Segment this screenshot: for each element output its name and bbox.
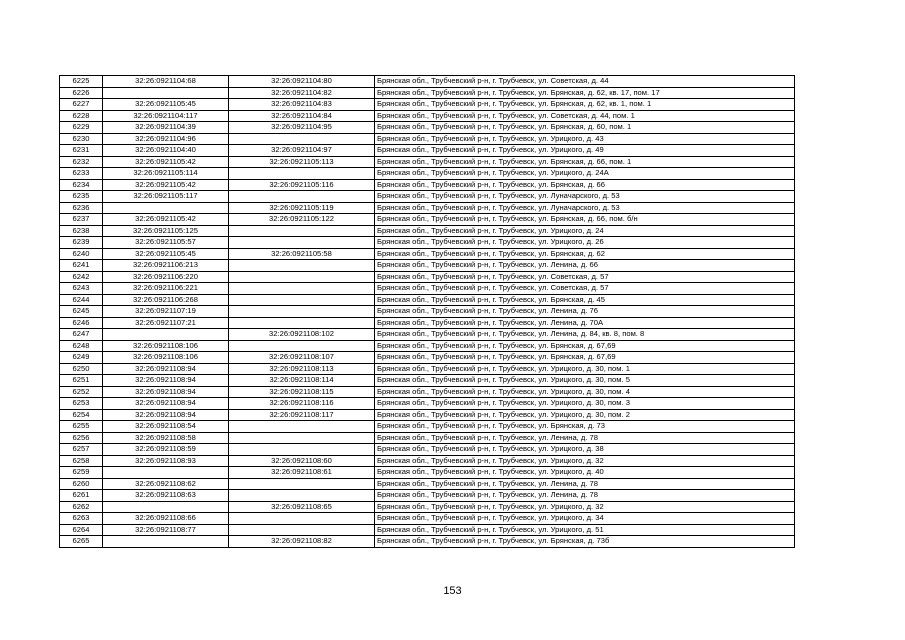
table-row [60,87,795,99]
address-cell: Брянская обл., Трубчевский р-н, г. Трубчевск, ул. Ленина, д. 84, кв. 8, пом. 8 [375,329,795,341]
address-cell: Брянская обл., Трубчевский р-н, г. Трубчевск, ул. Урицкого, д. 30, пом. 3 [375,398,795,410]
cadastral-number-cell: 32:26:0921106:221 [103,283,229,295]
object-cadastral-number-cell [229,421,375,433]
address-cell: Брянская обл., Трубчевский р-н, г. Трубчевск, ул. Брянская, д. 67,69 [375,352,795,364]
object-cadastral-number-cell [229,191,375,203]
row-number-cell: 6259 [60,467,103,479]
object-cadastral-number-cell: 32:26:0921105:122 [229,214,375,226]
cadastral-number-cell: 32:26:0921105:45 [103,99,229,111]
table-row [60,110,795,122]
address-cell: Брянская обл., Трубчевский р-н, г. Трубчевск, ул. Урицкого, д. 30, пом. 2 [375,409,795,421]
row-number-cell: 6237 [60,214,103,226]
row-number-cell: 6244 [60,294,103,306]
row-number-cell: 6227 [60,99,103,111]
object-cadastral-number-cell: 32:26:0921108:82 [229,536,375,548]
object-cadastral-number-cell: 32:26:0921108:114 [229,375,375,387]
table-row [60,191,795,203]
table-row [60,490,795,502]
object-cadastral-number-cell: 32:26:0921108:115 [229,386,375,398]
object-cadastral-number-cell [229,306,375,318]
address-cell: Брянская обл., Трубчевский р-н, г. Трубчевск, ул. Урицкого, д. 30, пом. 5 [375,375,795,387]
row-number-cell: 6258 [60,455,103,467]
object-cadastral-number-cell: 32:26:0921105:58 [229,248,375,260]
cadastral-number-cell: 32:26:0921106:213 [103,260,229,272]
register-table-body [60,76,795,548]
cadastral-number-cell: 32:26:0921106:220 [103,271,229,283]
table-row [60,237,795,249]
table-row [60,260,795,272]
cadastral-number-cell: 32:26:0921104:96 [103,133,229,145]
row-number-cell: 6243 [60,283,103,295]
cadastral-number-cell: 32:26:0921105:42 [103,179,229,191]
row-number-cell: 6245 [60,306,103,318]
object-cadastral-number-cell: 32:26:0921104:95 [229,122,375,134]
object-cadastral-number-cell [229,340,375,352]
object-cadastral-number-cell [229,432,375,444]
row-number-cell: 6228 [60,110,103,122]
object-cadastral-number-cell: 32:26:0921105:113 [229,156,375,168]
row-number-cell: 6257 [60,444,103,456]
row-number-cell: 6265 [60,536,103,548]
table-row [60,122,795,134]
row-number-cell: 6251 [60,375,103,387]
object-cadastral-number-cell [229,133,375,145]
table-row [60,76,795,88]
cadastral-number-cell: 32:26:0921105:125 [103,225,229,237]
row-number-cell: 6262 [60,501,103,513]
cadastral-number-cell: 32:26:0921104:68 [103,76,229,88]
table-row [60,283,795,295]
cadastral-number-cell: 32:26:0921108:94 [103,375,229,387]
row-number-cell: 6241 [60,260,103,272]
object-cadastral-number-cell [229,283,375,295]
address-cell: Брянская обл., Трубчевский р-н, г. Трубчевск, ул. Советская, д. 44 [375,76,795,88]
row-number-cell: 6238 [60,225,103,237]
address-cell: Брянская обл., Трубчевский р-н, г. Трубчевск, ул. Урицкого, д. 40 [375,467,795,479]
table-row [60,386,795,398]
table-row [60,317,795,329]
row-number-cell: 6254 [60,409,103,421]
table-row [60,168,795,180]
cadastral-number-cell: 32:26:0921105:45 [103,248,229,260]
row-number-cell: 6226 [60,87,103,99]
property-register-table [59,75,795,548]
address-cell: Брянская обл., Трубчевский р-н, г. Трубчевск, ул. Луначарского, д. 53 [375,191,795,203]
cadastral-number-cell: 32:26:0921105:57 [103,237,229,249]
address-cell: Брянская обл., Трубчевский р-н, г. Трубчевск, ул. Урицкого, д. 49 [375,145,795,157]
address-cell: Брянская обл., Трубчевский р-н, г. Трубчевск, ул. Урицкого, д. 24А [375,168,795,180]
table-row [60,202,795,214]
address-cell: Брянская обл., Трубчевский р-н, г. Трубчевск, ул. Брянская, д. 73 [375,421,795,433]
page-number: 153 [443,585,462,597]
object-cadastral-number-cell: 32:26:0921104:80 [229,76,375,88]
cadastral-number-cell: 32:26:0921105:42 [103,156,229,168]
table-row [60,352,795,364]
object-cadastral-number-cell: 32:26:0921105:116 [229,179,375,191]
table-row [60,271,795,283]
cadastral-number-cell: 32:26:0921108:63 [103,490,229,502]
cadastral-number-cell: 32:26:0921108:54 [103,421,229,433]
object-cadastral-number-cell [229,490,375,502]
cadastral-number-cell [103,536,229,548]
row-number-cell: 6250 [60,363,103,375]
row-number-cell: 6236 [60,202,103,214]
table-row [60,363,795,375]
table-row [60,133,795,145]
row-number-cell: 6263 [60,513,103,525]
address-cell: Брянская обл., Трубчевский р-н, г. Трубчевск, ул. Ленина, д. 78 [375,432,795,444]
address-cell: Брянская обл., Трубчевский р-н, г. Трубчевск, ул. Брянская, д. 62, кв. 17, пом. 17 [375,87,795,99]
table-row [60,225,795,237]
cadastral-number-cell: 32:26:0921108:94 [103,409,229,421]
table-row [60,524,795,536]
row-number-cell: 6231 [60,145,103,157]
cadastral-number-cell [103,467,229,479]
address-cell: Брянская обл., Трубчевский р-н, г. Трубчевск, ул. Брянская, д. 60, пом. 1 [375,122,795,134]
object-cadastral-number-cell: 32:26:0921108:60 [229,455,375,467]
row-number-cell: 6229 [60,122,103,134]
cadastral-number-cell [103,329,229,341]
object-cadastral-number-cell [229,524,375,536]
cadastral-number-cell: 32:26:0921108:94 [103,398,229,410]
cadastral-number-cell: 32:26:0921108:77 [103,524,229,536]
address-cell: Брянская обл., Трубчевский р-н, г. Трубчевск, ул. Брянская, д. 73б [375,536,795,548]
cadastral-number-cell: 32:26:0921108:62 [103,478,229,490]
object-cadastral-number-cell [229,478,375,490]
row-number-cell: 6246 [60,317,103,329]
object-cadastral-number-cell: 32:26:0921108:116 [229,398,375,410]
table-row [60,421,795,433]
address-cell: Брянская обл., Трубчевский р-н, г. Трубчевск, ул. Луначарского, д. 53 [375,202,795,214]
address-cell: Брянская обл., Трубчевский р-н, г. Трубчевск, ул. Урицкого, д. 26 [375,237,795,249]
cadastral-number-cell: 32:26:0921108:66 [103,513,229,525]
table-row [60,501,795,513]
cadastral-number-cell: 32:26:0921105:114 [103,168,229,180]
row-number-cell: 6240 [60,248,103,260]
address-cell: Брянская обл., Трубчевский р-н, г. Трубчевск, ул. Урицкого, д. 38 [375,444,795,456]
object-cadastral-number-cell: 32:26:0921108:61 [229,467,375,479]
object-cadastral-number-cell: 32:26:0921105:119 [229,202,375,214]
table-row [60,455,795,467]
object-cadastral-number-cell [229,317,375,329]
row-number-cell: 6230 [60,133,103,145]
row-number-cell: 6234 [60,179,103,191]
cadastral-number-cell: 32:26:0921104:117 [103,110,229,122]
cadastral-number-cell: 32:26:0921108:94 [103,386,229,398]
table-row [60,375,795,387]
object-cadastral-number-cell: 32:26:0921104:97 [229,145,375,157]
object-cadastral-number-cell: 32:26:0921104:83 [229,99,375,111]
cadastral-number-cell: 32:26:0921107:21 [103,317,229,329]
object-cadastral-number-cell: 32:26:0921108:65 [229,501,375,513]
object-cadastral-number-cell: 32:26:0921108:107 [229,352,375,364]
table-row [60,432,795,444]
address-cell: Брянская обл., Трубчевский р-н, г. Трубчевск, ул. Брянская, д. 66, пом. 1 [375,156,795,168]
table-row [60,248,795,260]
object-cadastral-number-cell [229,271,375,283]
row-number-cell: 6248 [60,340,103,352]
object-cadastral-number-cell: 32:26:0921108:113 [229,363,375,375]
address-cell: Брянская обл., Трубчевский р-н, г. Трубчевск, ул. Ленина, д. 76 [375,306,795,318]
row-number-cell: 6255 [60,421,103,433]
address-cell: Брянская обл., Трубчевский р-н, г. Трубчевск, ул. Ленина, д. 78 [375,490,795,502]
cadastral-number-cell: 32:26:0921108:93 [103,455,229,467]
object-cadastral-number-cell [229,294,375,306]
row-number-cell: 6252 [60,386,103,398]
table-row [60,467,795,479]
object-cadastral-number-cell [229,513,375,525]
table-row [60,99,795,111]
table-row [60,398,795,410]
row-number-cell: 6261 [60,490,103,502]
address-cell: Брянская обл., Трубчевский р-н, г. Трубчевск, ул. Урицкого, д. 34 [375,513,795,525]
table-row [60,478,795,490]
table-row [60,179,795,191]
cadastral-number-cell [103,501,229,513]
table-row [60,145,795,157]
address-cell: Брянская обл., Трубчевский р-н, г. Трубчевск, ул. Урицкого, д. 30, пом. 1 [375,363,795,375]
table-row [60,329,795,341]
object-cadastral-number-cell [229,225,375,237]
address-cell: Брянская обл., Трубчевский р-н, г. Трубчевск, ул. Советская, д. 57 [375,283,795,295]
cadastral-number-cell: 32:26:0921104:40 [103,145,229,157]
table-row [60,340,795,352]
address-cell: Брянская обл., Трубчевский р-н, г. Трубчевск, ул. Урицкого, д. 51 [375,524,795,536]
table-row [60,444,795,456]
table-row [60,513,795,525]
address-cell: Брянская обл., Трубчевский р-н, г. Трубчевск, ул. Ленина, д. 78 [375,478,795,490]
address-cell: Брянская обл., Трубчевский р-н, г. Трубчевск, ул. Урицкого, д. 43 [375,133,795,145]
cadastral-number-cell: 32:26:0921107:19 [103,306,229,318]
object-cadastral-number-cell: 32:26:0921108:117 [229,409,375,421]
cadastral-number-cell: 32:26:0921108:59 [103,444,229,456]
row-number-cell: 6253 [60,398,103,410]
row-number-cell: 6232 [60,156,103,168]
row-number-cell: 6260 [60,478,103,490]
table-row [60,156,795,168]
object-cadastral-number-cell [229,168,375,180]
address-cell: Брянская обл., Трубчевский р-н, г. Трубчевск, ул. Урицкого, д. 24 [375,225,795,237]
address-cell: Брянская обл., Трубчевский р-н, г. Трубчевск, ул. Брянская, д. 66, пом. б/н [375,214,795,226]
object-cadastral-number-cell: 32:26:0921108:102 [229,329,375,341]
row-number-cell: 6235 [60,191,103,203]
cadastral-number-cell: 32:26:0921108:106 [103,352,229,364]
cadastral-number-cell: 32:26:0921105:117 [103,191,229,203]
row-number-cell: 6225 [60,76,103,88]
address-cell: Брянская обл., Трубчевский р-н, г. Трубчевск, ул. Ленина, д. 66 [375,260,795,272]
address-cell: Брянская обл., Трубчевский р-н, г. Трубчевск, ул. Советская, д. 44, пом. 1 [375,110,795,122]
table-row [60,409,795,421]
cadastral-number-cell: 32:26:0921108:106 [103,340,229,352]
address-cell: Брянская обл., Трубчевский р-н, г. Трубчевск, ул. Советская, д. 57 [375,271,795,283]
object-cadastral-number-cell [229,237,375,249]
object-cadastral-number-cell: 32:26:0921104:84 [229,110,375,122]
row-number-cell: 6239 [60,237,103,249]
table-row [60,294,795,306]
row-number-cell: 6249 [60,352,103,364]
address-cell: Брянская обл., Трубчевский р-н, г. Трубчевск, ул. Брянская, д. 67,69 [375,340,795,352]
row-number-cell: 6256 [60,432,103,444]
row-number-cell: 6242 [60,271,103,283]
cadastral-number-cell [103,202,229,214]
table-row [60,214,795,226]
address-cell: Брянская обл., Трубчевский р-н, г. Трубчевск, ул. Брянская, д. 62 [375,248,795,260]
object-cadastral-number-cell [229,260,375,272]
object-cadastral-number-cell [229,444,375,456]
address-cell: Брянская обл., Трубчевский р-н, г. Трубчевск, ул. Урицкого, д. 30, пом. 4 [375,386,795,398]
row-number-cell: 6264 [60,524,103,536]
address-cell: Брянская обл., Трубчевский р-н, г. Трубчевск, ул. Урицкого, д. 32 [375,501,795,513]
table-row [60,306,795,318]
address-cell: Брянская обл., Трубчевский р-н, г. Трубчевск, ул. Брянская, д. 66 [375,179,795,191]
cadastral-number-cell: 32:26:0921106:268 [103,294,229,306]
address-cell: Брянская обл., Трубчевский р-н, г. Трубчевск, ул. Брянская, д. 62, кв. 1, пом. 1 [375,99,795,111]
cadastral-number-cell: 32:26:0921105:42 [103,214,229,226]
address-cell: Брянская обл., Трубчевский р-н, г. Трубчевск, ул. Ленина, д. 70А [375,317,795,329]
address-cell: Брянская обл., Трубчевский р-н, г. Трубчевск, ул. Брянская, д. 45 [375,294,795,306]
row-number-cell: 6247 [60,329,103,341]
object-cadastral-number-cell: 32:26:0921104:82 [229,87,375,99]
cadastral-number-cell: 32:26:0921108:94 [103,363,229,375]
address-cell: Брянская обл., Трубчевский р-н, г. Трубчевск, ул. Урицкого, д. 32 [375,455,795,467]
row-number-cell: 6233 [60,168,103,180]
table-row [60,536,795,548]
cadastral-number-cell: 32:26:0921108:58 [103,432,229,444]
cadastral-number-cell [103,87,229,99]
cadastral-number-cell: 32:26:0921104:39 [103,122,229,134]
